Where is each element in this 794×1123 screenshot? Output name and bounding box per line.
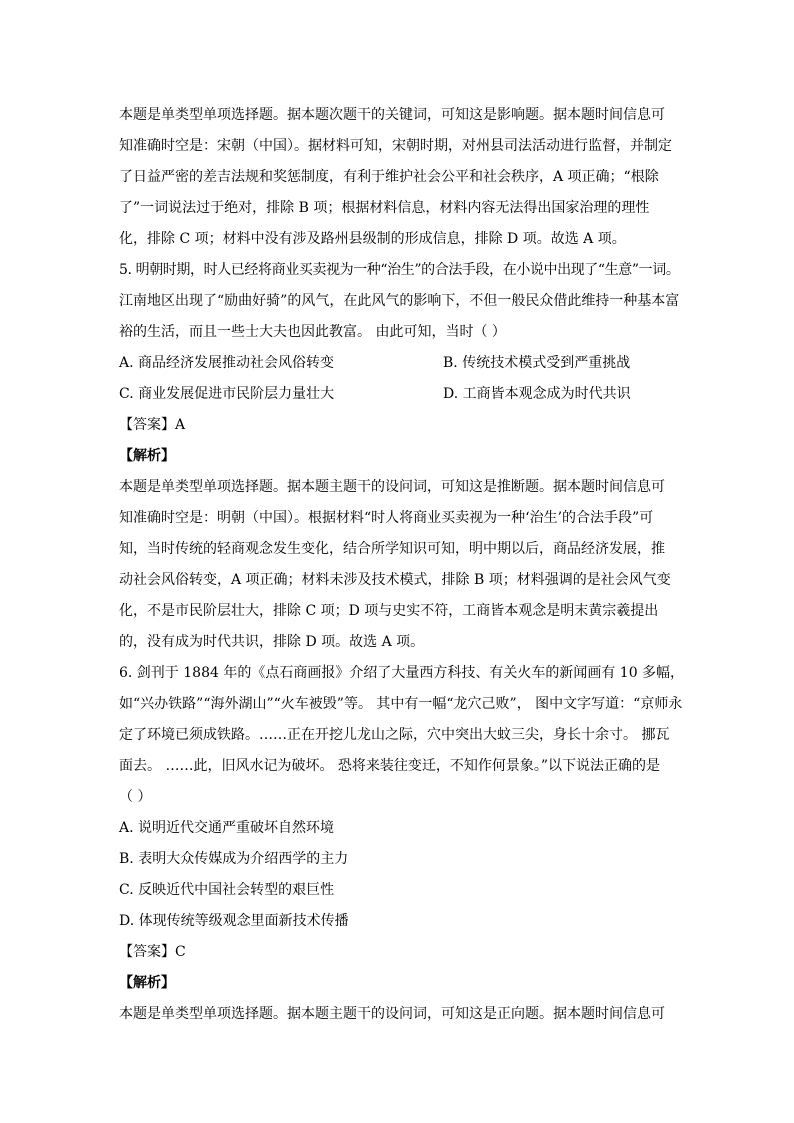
paragraph-line: 了日益严密的差吉法规和奖惩制度，有利于维护社会公平和社会秩序，A 项正确；“根除 [119, 169, 659, 185]
question-6-stem: 如“兴办铁路”“海外湖山”“火车被毁”等。 其中有一幅“龙穴己败”， 图中文字写道：“京师永 [119, 696, 683, 712]
paragraph-line: 了”一词说法过于绝对，排除 B 项；根据材料信息，材料内容无法得出国家治理的理性 [119, 200, 650, 216]
paragraph-line: 化，排除 C 项；材料中没有涉及路州县级制的形成信息，排除 D 项。故选 A 项。 [119, 231, 626, 247]
question-6-stem: 定了环境已须成铁路。……正在开挖儿龙山之际，穴中突出大蚊三尖，身长十余寸。 挪瓦 [119, 727, 670, 743]
question-5-options-row-2 [119, 379, 667, 410]
option-b: B. 表明大众传媒成为介绍西学的主力 [119, 851, 349, 867]
option-a: A. 说明近代交通严重破坏自然环境 [119, 820, 335, 836]
question-6-stem: （ ） [119, 789, 152, 805]
analysis-line: 化，不是市民阶层壮大，排除 C 项；D 项与史实不符，工商皆本观念是明末黄宗羲提出 [119, 603, 659, 619]
option-d: D. 工商皆本观念成为时代共识 [443, 386, 631, 402]
analysis-line: 的，没有成为时代共识，排除 D 项。故选 A 项。 [119, 634, 425, 650]
question-5-answer: 【答案】A [119, 417, 186, 433]
question-6-answer: 【答案】C [119, 944, 186, 960]
analysis-line: 本题是单类型单项选择题。据本题主题干的设问词，可知这是推断题。据本题时间信息可 [119, 479, 665, 495]
analysis-line: 本题是单类型单项选择题。据本题主题干的设问词，可知这是正向题。据本题时间信息可 [119, 1006, 665, 1022]
question-5-stem: 江南地区出现了“励曲好骑”的风气，在此风气的影响下，不但一般民众借此维持一种基本富 [119, 293, 680, 309]
analysis-line: 动社会风俗转变，A 项正确；材料未涉及技术模式，排除 B 项；材料强调的是社会风气变 [119, 572, 671, 588]
paragraph-line: 本题是单类型单项选择题。据本题次题干的关键词，可知这是影响题。据本题时间信息可 [119, 107, 665, 123]
option-a: A. 商品经济发展推动社会风俗转变 [119, 355, 335, 371]
question-6-analysis-label: 【解析】 [119, 975, 175, 991]
question-5-analysis-label: 【解析】 [119, 448, 175, 464]
question-5-options-row-1 [119, 348, 667, 379]
question-5-stem: 裕的生活，而且一些士大夫也因此教富。 由此可知，当时（ ） [119, 324, 506, 340]
question-5-stem: 5. 明朝时期，时人已经将商业买卖视为一种“治生”的合法手段，在小说中出现了“生意”一词。 [119, 262, 680, 278]
option-b: B. 传统技术模式受到严重挑战 [443, 355, 631, 371]
question-6-stem: 面去。 ……此，旧风水记为破坏。 恐将来装往变迁，不知作何景象。”以下说法正确的是 [119, 758, 661, 774]
paragraph-line: 知准确时空是：宋朝（中国）。据材料可知，宋朝时期，对州县司法活动进行监督，并制定 [119, 138, 672, 154]
document-page [119, 100, 685, 1030]
analysis-line: 知，当时传统的轻商观念发生变化，结合所学知识可知，明中期以后，商品经济发展，推 [119, 541, 665, 557]
question-6-stem: 6. 剑刊于 1884 年的《点石商画报》介绍了大量西方科技、有关火车的新闻画有 10 多幅， [119, 665, 685, 681]
analysis-line: 知准确时空是：明朝（中国）。根据材料“时人将商业买卖视为一种‘治生’的合法手段”可 [119, 510, 654, 526]
option-c: C. 商业发展促进市民阶层力量壮大 [119, 386, 335, 402]
option-c: C. 反映近代中国社会转型的艰巨性 [119, 882, 335, 898]
option-d: D. 体现传统等级观念里面新技术传播 [119, 913, 349, 929]
